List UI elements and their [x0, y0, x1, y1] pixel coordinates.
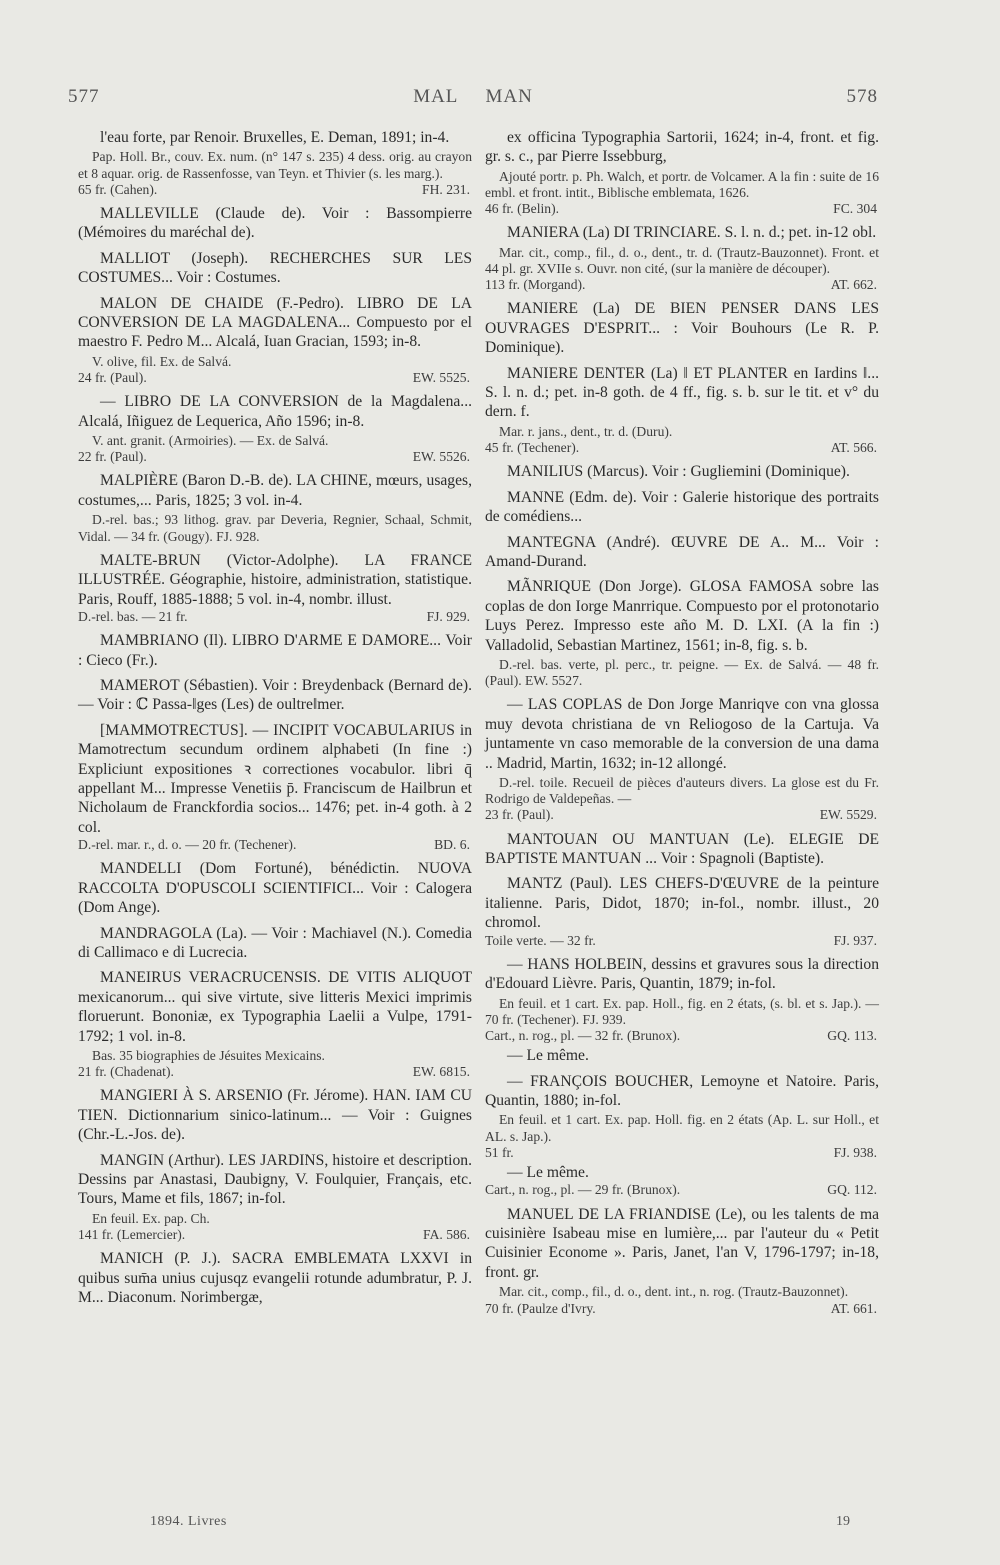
entry-heading: MALON DE CHAIDE (F.-Pedro). LIBRO DE LA CONVERSION DE LA MAGDALENA... Compuesto por el maestro F. Pedro M... Alcalá, Iuan Gracian, 1593; in-8. — [78, 294, 472, 351]
entry-heading: MALLEVILLE (Claude de). Voir : Bassompierre (Mémoires du maréchal de). — [78, 205, 472, 242]
entry-price-line — [485, 1301, 879, 1317]
entry-note: Bas. 35 biographies de Jésuites Mexicains. — [92, 1048, 325, 1064]
entry-heading: MÃNRIQUE (Don Jorge). GLOSA FAMOSA sobre las coplas de don Iorge Manrrique. Compuesto por el protonotario Luys Perez. Impresso este año M. D. LXI. (A la fin :) Valladolid, Sebastian Martinez, 1561; in-8, fig. s. b. — [485, 578, 879, 654]
entry-heading: — FRANÇOIS BOUCHER, Lemoyne et Natoire. Paris, Quantin, 1880; in-fol. — [485, 1072, 879, 1110]
catalog-entry — [485, 1072, 879, 1199]
running-title: MAL MAN — [413, 86, 533, 107]
entry-price-line — [78, 182, 472, 198]
footer-signature: 1894. Livres — [150, 1514, 227, 1529]
price-reference: FC. 304 — [833, 201, 877, 217]
entry-note: Pap. Holl. Br., couv. Ex. num. (n° 147 s. 235) 4 dess. orig. au crayon et 8 aquar. orig. de Rassenfosse, van Teyn. et Thivier (s. les marg.). — [78, 149, 472, 181]
entry-price-line — [485, 1182, 879, 1198]
entry-heading: ex officina Typographia Sartorii, 1624; in-4, front. et fig. gr. s. c., par Pierre Issebburg, — [485, 129, 879, 166]
catalog-entry — [78, 1086, 472, 1144]
catalog-entry — [78, 392, 472, 465]
price-sale: 141 fr. (Lemercier). — [78, 1227, 186, 1243]
catalog-entry — [78, 249, 472, 288]
price-reference: AT. 566. — [830, 440, 877, 456]
entry-heading: MANTEGNA (André). ŒUVRE DE A.. M... Voir : Amand-Durand. — [485, 533, 879, 570]
price-reference: FJ. 937. — [833, 932, 877, 948]
entry-heading: MANILIUS (Marcus). Voir : Gugliemini (Dominique). — [507, 463, 850, 481]
catalog-entry — [485, 223, 879, 293]
price-reference: AT. 661. — [830, 1300, 877, 1316]
entry-heading: [MAMMOTRECTUS]. — INCIPIT VOCABULARIUS in Mamotrectum secundum ordinem alphabeti (In fine :) Expliciunt expositiones ꝛ correctiones vocabulor. libri q̄ appellant M... Impresse Venetiis p̄. Franciscum de Hailbrun et Nicholaum de Franckfordia socios... 1476; pet. in-4 goth. à 2 col. — [78, 721, 472, 836]
entry-heading: — LAS COPLAS de Don Jorge Manriqve con vna glossa muy devota christiana de vn Reliogoso de la Cartuja. Va juntamente vn caso memorable de la conversion de una dama .. Madrid, Martin, 1632; in-12 allongé. — [485, 696, 879, 772]
price-sale: 65 fr. (Cahen). — [78, 181, 158, 197]
entry-price-line — [485, 807, 879, 823]
page-footer — [150, 1514, 850, 1538]
price-sale: 23 fr. (Paul). — [485, 807, 554, 823]
page-number-left: 577 — [68, 86, 100, 107]
price-reference: GQ. 113. — [827, 1028, 877, 1044]
entry-heading: MAMBRIANO (Il). LIBRO D'ARME E DAMORE... Voir : Cieco (Fr.). — [78, 632, 472, 669]
entry-note: V. olive, fil. Ex. de Salvá. — [92, 353, 232, 369]
running-header — [68, 86, 878, 116]
entry-note: D.-rel. toile. Recueil de pièces d'auteurs divers. La glose est du Fr. Rodrigo de Valdepeñas. — — [485, 774, 879, 807]
price-reference: BD. 6. — [434, 837, 470, 853]
entry-heading: MANGIERI À S. ARSENIO (Fr. Jérome). HAN. IAM CU TIEN. Dictionnarium sinico-latinum... — Voir : Guignes (Chr.-L.-Jos. de). — [78, 1087, 472, 1144]
catalog-entry — [78, 204, 472, 243]
entry-heading: MANIERE (La) DE BIEN PENSER DANS LES OUVRAGES D'ESPRIT... : Voir Bouhours (Le R. P. Dominique). — [485, 300, 879, 357]
entry-heading: MANGIN (Arthur). LES JARDINS, histoire et description. Dessins par Anastasi, Daubigny, V. Foulquier, Français, etc. Tours, Mame et fils, 1867; in-fol. — [78, 1151, 472, 1208]
price-reference: FJ. 938. — [833, 1144, 877, 1160]
entry-price-line — [485, 1145, 879, 1161]
catalog-entry — [78, 859, 472, 917]
entry-note: V. ant. granit. (Armoiries). — Ex. de Salvá. — [92, 433, 329, 449]
catalog-entry — [78, 631, 472, 670]
entry-note: En feuil. Ex. pap. Ch. — [92, 1210, 210, 1226]
price-reference: AT. 662. — [830, 277, 877, 293]
catalog-entry — [485, 299, 879, 357]
entry-price-line — [485, 1028, 879, 1044]
entry-note: Mar. cit., comp., fil., d. o., dent. int., n. rog. (Trautz-Bauzonnet). — [499, 1284, 849, 1300]
right-column — [485, 128, 879, 1323]
catalog-entry — [78, 551, 472, 625]
entry-heading: MANICH (P. J.). SACRA EMBLEMATA LXXVI in quibus sum̄a unius cujusqz evangelii rotunde adumbratur, P. J. M... Diaconum. Norimbergæ, — [78, 1250, 472, 1307]
price-sale: 51 fr. — [485, 1144, 514, 1160]
entry-heading: MALTE-BRUN (Victor-Adolphe). LA FRANCE ILLUSTRÉE. Géographie, histoire, administration, statistique. Paris, Rouff, 1885-1888; 5 vol. in-4, nombr. illust. — [78, 551, 472, 608]
page-number-right: 578 — [846, 86, 878, 107]
price-reference: GQ. 112. — [827, 1182, 877, 1198]
entry-price-line — [78, 449, 472, 465]
catalog-entry — [485, 874, 879, 948]
catalog-entry — [485, 577, 879, 689]
left-column — [78, 128, 472, 1314]
price-sale: D.-rel. mar. r., d. o. — 20 fr. (Techener). — [78, 837, 297, 853]
entry-heading: MANNE (Edm. de). Voir : Galerie historique des portraits de comédiens... — [485, 488, 879, 526]
catalog-entry — [485, 533, 879, 572]
price-sale: D.-rel. bas. — 21 fr. — [78, 608, 188, 624]
price-sale: 45 fr. (Techener). — [485, 440, 580, 456]
catalog-entry — [78, 471, 472, 544]
price-sale: Cart., n. rog., pl. — 29 fr. (Brunox). — [485, 1182, 681, 1198]
entry-price-line — [78, 1227, 472, 1243]
entry-heading: MAMEROT (Sébastien). Voir : Breydenback (Bernard de). — Voir : ℂ Passa-‖ges (Les) de oultre‖mer. — [78, 676, 472, 714]
price-reference: EW. 6815. — [412, 1064, 470, 1080]
price-sale: 70 fr. (Paulze d'Ivry. — [485, 1300, 596, 1316]
entry-heading: MANTOUAN OU MANTUAN (Le). ELEGIE DE BAPTISTE MANTUAN ... Voir : Spagnoli (Baptiste). — [485, 830, 879, 867]
entry-price-line — [78, 837, 472, 853]
catalog-entry — [78, 676, 472, 715]
entry-heading: MALPIÈRE (Baron D.-B. de). LA CHINE, mœurs, usages, costumes,... Paris, 1825; 3 vol. in-4. — [78, 472, 472, 509]
entry-heading: MANEIRUS VERACRUCENSIS. DE VITIS ALIQUOT mexicanorum... qui sive virtute, sive litteris Mexici imprimis floruerunt. Bononiæ, ex Typographia Laelii a Vulpe, 1791-1792; 1 vol. in-8. — [78, 969, 472, 1045]
entry-heading: — HANS HOLBEIN, dessins et gravures sous la direction d'Edouard Lièvre. Paris, Quantin, 1879; in-fol. — [485, 955, 879, 993]
footer-sheet-number: 19 — [836, 1514, 850, 1529]
price-sale: Cart., n. rog., pl. — 32 fr. (Brunox). — [485, 1028, 681, 1044]
entry-heading: MANIERA (La) DI TRINCIARE. S. l. n. d.; pet. in-12 obl. — [507, 224, 877, 242]
entry-price-line — [485, 201, 879, 217]
entry-heading: l'eau forte, par Renoir. Bruxelles, E. Deman, 1891; in-4. — [100, 129, 450, 146]
price-reference: EW. 5526. — [412, 449, 470, 465]
entry-heading: — LIBRO DE LA CONVERSION de la Magdalena... Alcalá, Iñiguez de Lequerica, Año 1596; in-8. — [78, 393, 472, 430]
catalog-entry — [485, 128, 879, 217]
entry-subheading: — Le même. — [507, 1164, 589, 1182]
catalog-entry — [78, 1249, 472, 1307]
entry-price-line — [485, 277, 879, 293]
catalog-entry — [78, 128, 472, 198]
catalog-entry — [485, 1205, 879, 1317]
entry-heading: MANTZ (Paul). LES CHEFS-D'ŒUVRE de la peinture italienne. Paris, Didot, 1870; in-fol., nombr. illust., 20 chromol. — [485, 875, 879, 932]
entry-note: Ajouté portr. p. Ph. Walch, et portr. de Volcamer. A la fin : suite de 16 embl. et front. intit., Biblische emblemata, 1626. — [485, 168, 879, 201]
entry-note: En feuil. et 1 cart. Ex. pap. Holl., fig. en 2 états, (s. bl. et s. Jap.). — 70 fr. (Techener). FJ. 939. — [485, 995, 879, 1027]
price-reference: EW. 5525. — [412, 370, 470, 386]
entry-note: En feuil. et 1 cart. Ex. pap. Holl. fig. en 2 états (Ap. L. sur Holl., et AL. s. Jap.). — [485, 1112, 879, 1144]
catalog-entry — [485, 695, 879, 823]
catalog-entry — [78, 721, 472, 854]
price-sale: 21 fr. (Chadenat). — [78, 1064, 174, 1080]
entry-price-line — [78, 370, 472, 386]
entry-price-line — [78, 609, 472, 625]
entry-note: Mar. r. jans., dent., tr. d. (Duru). — [499, 423, 673, 439]
entry-subheading: — Le même. — [507, 1047, 589, 1065]
entry-price-line — [78, 1064, 472, 1080]
price-sale: Toile verte. — 32 fr. — [485, 932, 596, 948]
price-sale: 113 fr. (Morgand). — [485, 277, 586, 293]
entry-heading: MANDRAGOLA (La). — Voir : Machiavel (N.). Comedia di Callimaco e di Lucrecia. — [78, 924, 472, 962]
entry-price-line — [485, 933, 879, 949]
catalog-entry — [485, 830, 879, 869]
entry-note: D.-rel. bas.; 93 lithog. grav. par Deveria, Regnier, Schaal, Schmit, Vidal. — 34 fr. (Gougy). FJ. 928. — [78, 512, 472, 544]
price-sale: 24 fr. (Paul). — [78, 370, 147, 386]
catalog-entry — [485, 955, 879, 1066]
price-sale: 22 fr. (Paul). — [78, 449, 147, 465]
catalog-entry — [485, 364, 879, 457]
price-reference: EW. 5529. — [819, 807, 877, 823]
entry-heading: MANDELLI (Dom Fortuné), bénédictin. NUOVA RACCOLTA D'OPUSCOLI SCIENTIFICI... Voir : Calogera (Dom Ange). — [78, 860, 472, 917]
entry-heading: MALLIOT (Joseph). RECHERCHES SUR LES COSTUMES... Voir : Costumes. — [78, 249, 472, 287]
entry-heading: MANIERE DENTER (La) ‖ ET PLANTER en Iardins ‖... S. l. n. d.; pet. in-8 goth. de 4 ff., fig. s. b. sur le tit. et v° du dern. f. — [485, 364, 879, 421]
entry-price-line — [485, 440, 879, 456]
price-reference: FH. 231. — [422, 181, 470, 197]
entry-heading: MANUEL DE LA FRIANDISE (Le), ou les talents de ma cuisinière Isabeau mise en lumière,... par l'auteur du « Petit Cuisinier Econome ». Paris, Janet, l'an V, 1796-1797; in-18, front. gr. — [485, 1205, 879, 1281]
catalog-entry — [78, 924, 472, 963]
catalog-entry — [78, 968, 472, 1080]
price-reference: FJ. 929. — [426, 608, 470, 624]
catalog-entry — [78, 1151, 472, 1244]
price-sale: 46 fr. (Belin). — [485, 201, 559, 217]
catalog-entry — [485, 462, 879, 481]
catalog-entry — [78, 294, 472, 387]
catalog-entry — [485, 488, 879, 527]
entry-note: D.-rel. bas. verte, pl. perc., tr. peigne. — Ex. de Salvá. — 48 fr. (Paul). EW. 5527. — [485, 656, 879, 689]
price-reference: FA. 586. — [423, 1227, 470, 1243]
entry-note: Mar. cit., comp., fil., d. o., dent., tr. d. (Trautz-Bauzonnet). Front. et 44 pl. gr. XVIIe s. Ouvr. non cité, (sur la manière de découper). — [485, 244, 879, 277]
